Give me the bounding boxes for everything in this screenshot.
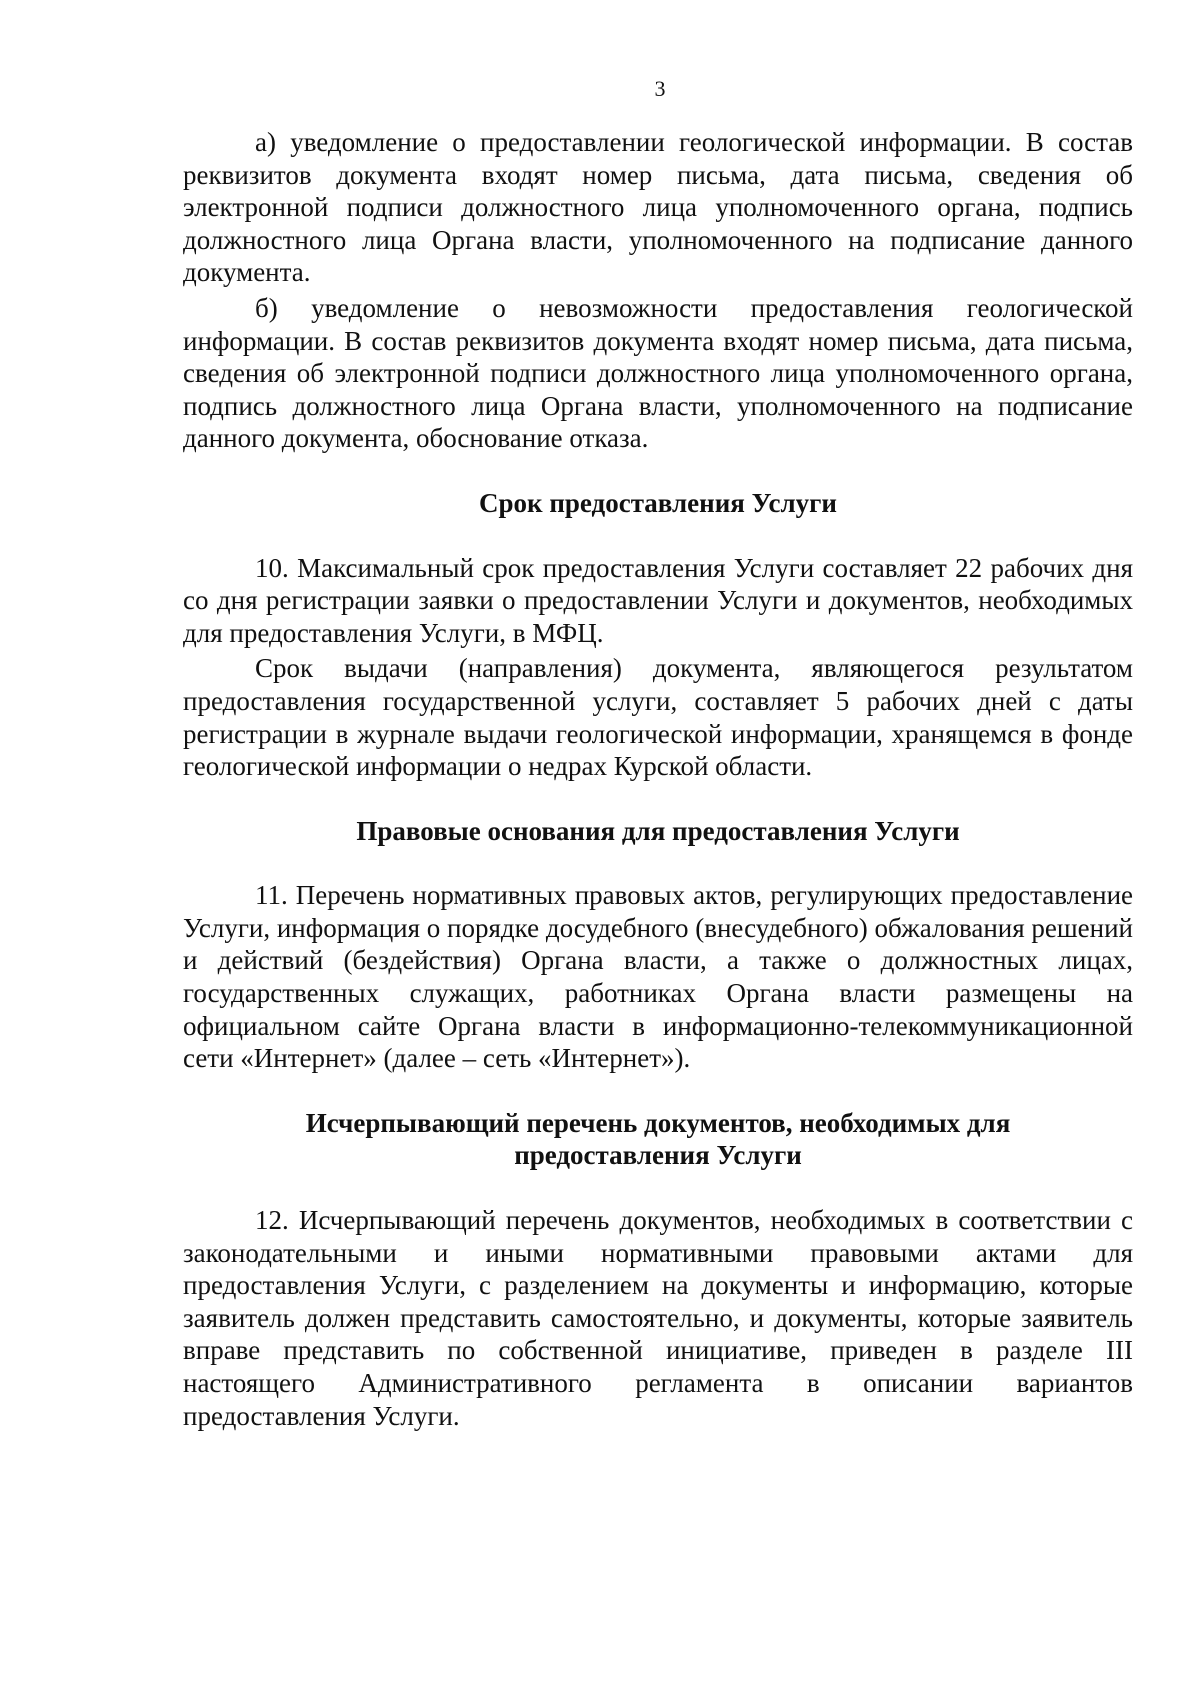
heading-service-term: Срок предоставления Услуги <box>479 487 837 518</box>
paragraph-issue-term: Срок выдачи (направления) документа, являющегося результатом предоставления государственной услуги, составляет 5 рабочих дней с даты регистрации в журнале выдачи геологической информации, хранящемся в фонде геологической информации о недрах Курской области. <box>183 653 1133 782</box>
paragraph-item-11: 11. Перечень нормативных правовых актов, регулирующих предоставление Услуги, информация о порядке досудебного (внесудебного) обжалования решений и действий (бездействия) Органа власти, а также о должностных лицах, государственных служащих, работниках Органа власти размещены на официальном сайте Органа власти в информационно-телекоммуникационной сети «Интернет» (далее – сеть «Интернет»). <box>183 880 1134 1074</box>
spacer <box>183 1172 1133 1204</box>
paragraph-item-12: 12. Исчерпывающий перечень документов, необходимых в соответствии с законодательными и иными нормативными правовыми актами для предоставления Услуги, с разделением на документы и информацию, которые заявитель должен представить самостоятельно, и документы, которые заявитель вправе представить по собственной инициативе, приведен в разделе III настоящего Административного регламента в описании вариантов предоставления Услуги. <box>183 1205 1133 1431</box>
document-body <box>183 126 1133 1432</box>
page-number: 3 <box>654 76 666 101</box>
spacer <box>183 783 1133 815</box>
heading-documents-list: Исчерпывающий перечень документов, необходимых для предоставления Услуги <box>305 1107 1011 1171</box>
spacer <box>183 455 1133 487</box>
spacer <box>183 1075 1133 1107</box>
paragraph-notice-refusal: б) уведомление о невозможности предоставления геологической информации. В состав реквизитов документа входят номер письма, дата письма, сведения об электронной подписи должностного лица уполномоченного органа, подпись должностного лица Органа власти, уполномоченного на подписание данного документа, обоснование отказа. <box>183 292 1133 454</box>
paragraph-notice-provision: а) уведомление о предоставлении геологической информации. В состав реквизитов документа входят номер письма, дата письма, сведения об электронной подписи должностного лица уполномоченного органа, подпись должностного лица Органа власти, уполномоченного на подписание данного документа. <box>183 127 1133 288</box>
spacer <box>183 520 1133 552</box>
paragraph-item-10: 10. Максимальный срок предоставления Услуги составляет 22 рабочих дня со дня регистрации заявки о предоставлении Услуги и документов, необходимых для предоставления Услуги, в МФЦ. <box>183 552 1133 648</box>
heading-legal-basis: Правовые основания для предоставления Услуги <box>356 815 960 846</box>
spacer <box>183 847 1133 879</box>
